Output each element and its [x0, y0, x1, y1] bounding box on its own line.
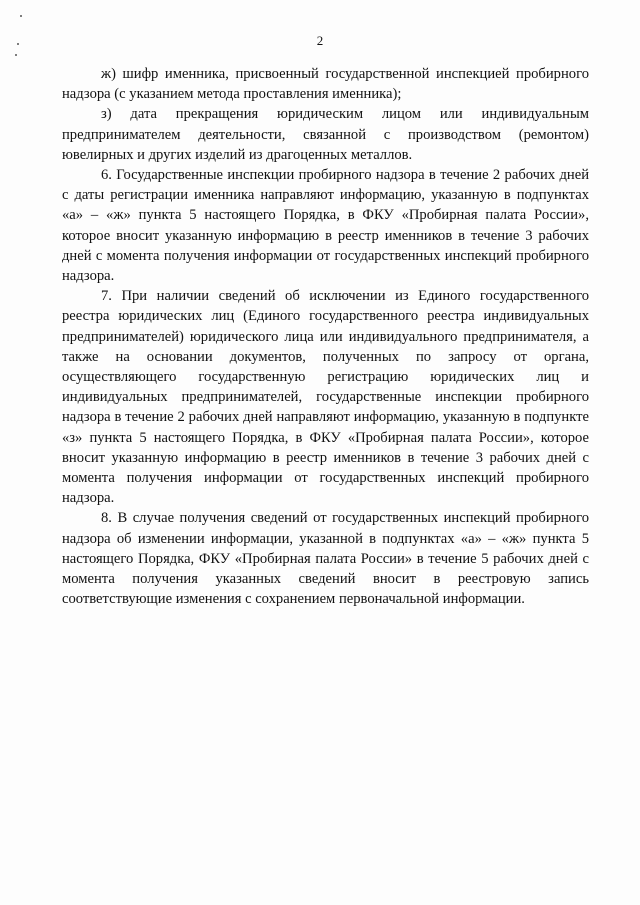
scan-artifact-dot: [15, 54, 17, 56]
document-body: [62, 64, 589, 609]
paragraph-subitem-zh: ж) шифр именника, присвоенный государственной инспекцией пробирного надзора (с указанием метода проставления именника);: [62, 66, 589, 103]
paragraph-item-6: 6. Государственные инспекции пробирного надзора в течение 2 рабочих дней с даты регистрации именника направляют информацию, указанную в подпунктах «а» – «ж» пункта 5 настоящего Порядка, в ФКУ «Пробирная палата России», которое вносит указанную информацию в реестр именников в течение 3 рабочих дней с момента получения информации от государственных инспекций пробирного надзора.: [62, 167, 589, 285]
page-number: 2: [316, 33, 324, 48]
scan-artifact-dot: [20, 15, 22, 17]
paragraph-subitem-z: з) дата прекращения юридическим лицом или индивидуальным предпринимателем деятельности, связанной с производством (ремонтом) ювелирных и других изделий из драгоценных металлов.: [62, 106, 589, 163]
paragraph-item-7: 7. При наличии сведений об исключении из Единого государственного реестра юридических лиц (Единого государственного реестра индивидуальных предпринимателей) юридического лица или индивидуального предпринимателя, а также на основании документов, полученных по запросу от органа, осуществляющего государственную регистрацию юридических лиц и индивидуальных предпринимателей, государственные инспекции пробирного надзора в течение 2 рабочих дней направляют информацию, указанную в подпункте «з» пункта 5 настоящего Порядка, в ФКУ «Пробирная палата России», которое вносит указанную информацию в реестр именников в течение 3 рабочих дней с момента получения информации от государственных инспекций пробирного надзора.: [62, 288, 589, 507]
paragraph-item-8: 8. В случае получения сведений от государственных инспекций пробирного надзора об изменении информации, указанной в подпунктах «а» – «ж» пункта 5 настоящего Порядка, ФКУ «Пробирная палата России» в течение 5 рабочих дней с момента получения указанных сведений вносит в реестровую запись соответствующие изменения с сохранением первоначальной информации.: [62, 510, 589, 608]
